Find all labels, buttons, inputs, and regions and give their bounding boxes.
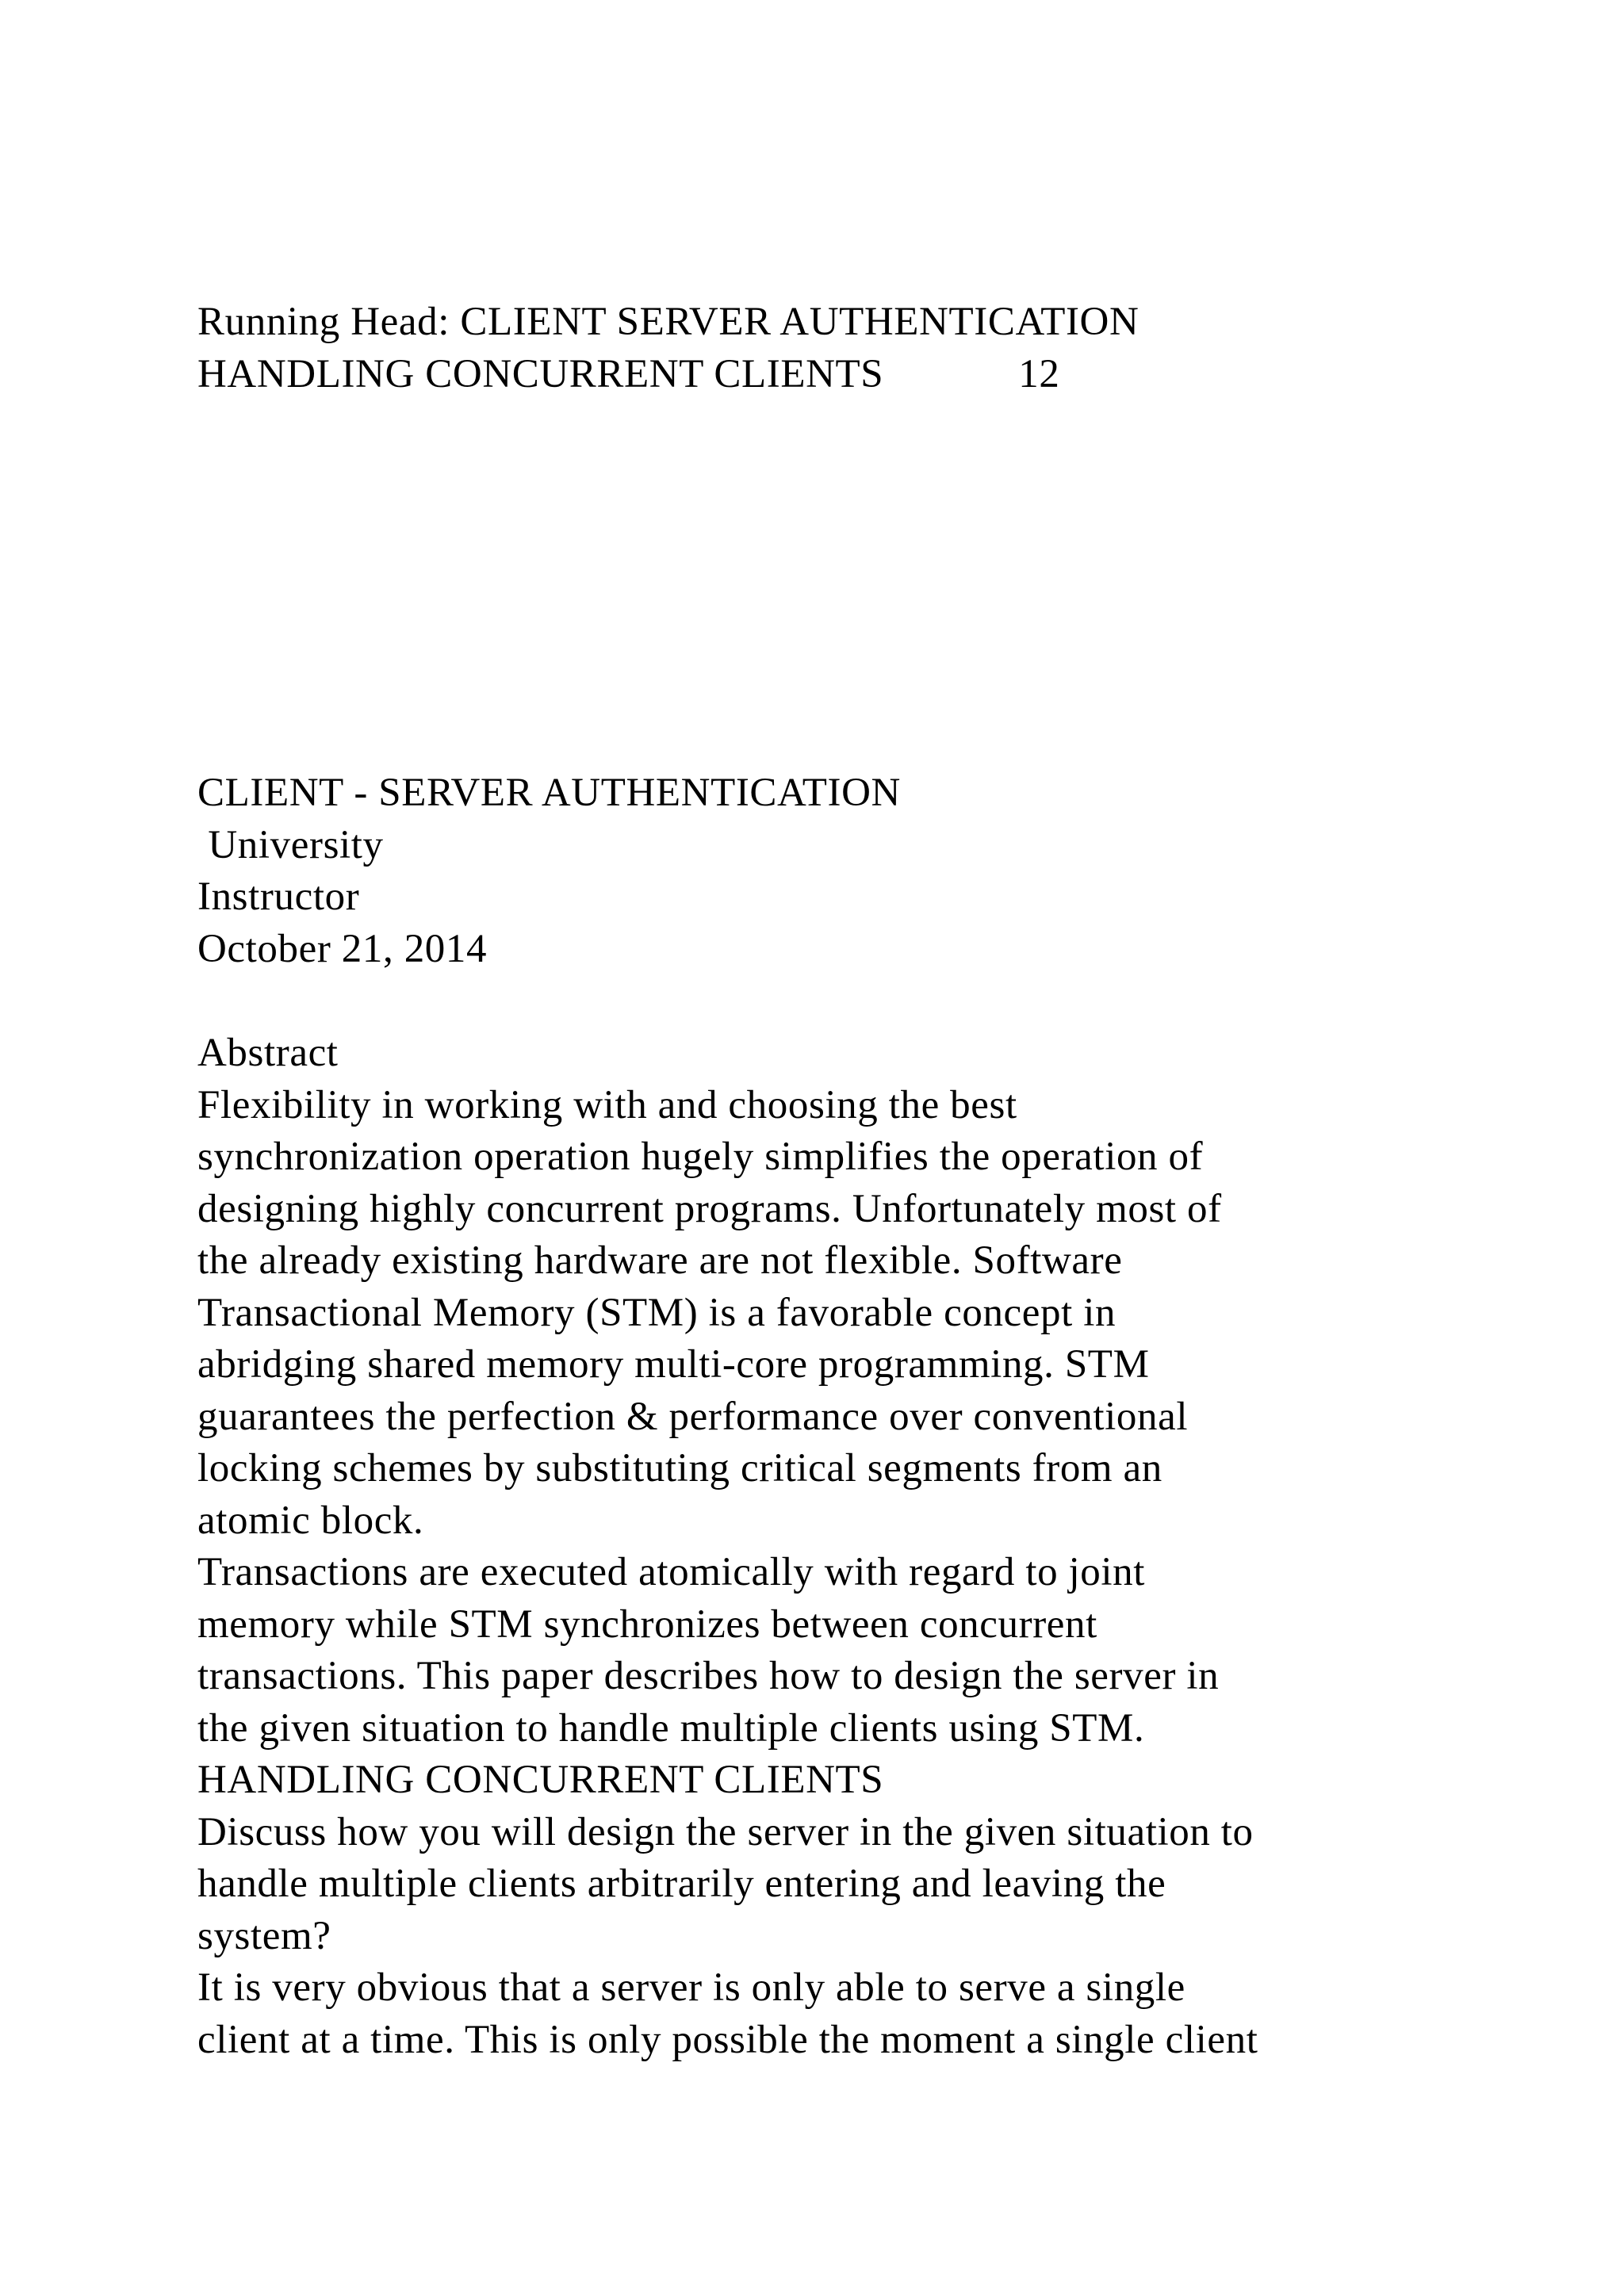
page-number: 12 xyxy=(1018,351,1060,396)
abstract-p1-line: synchronization operation hugely simplifies the operation of xyxy=(197,1135,1204,1179)
abstract-p1-line: locking schemes by substituting critical segments from an xyxy=(197,1446,1162,1490)
abstract-p1-line: designing highly concurrent programs. Unfortunately most of xyxy=(197,1186,1222,1231)
abstract-p2-line: transactions. This paper describes how to design the server in xyxy=(197,1654,1220,1698)
abstract-p1-line: the already existing hardware are not flexible. Software xyxy=(197,1238,1123,1283)
abstract-p1-line: atomic block. xyxy=(197,1498,424,1543)
abstract-p2-line: the given situation to handle multiple clients using STM. xyxy=(197,1705,1145,1751)
abstract-p1-line: Flexibility in working with and choosing the best xyxy=(197,1082,1017,1127)
document-body xyxy=(197,1027,1545,2066)
question-line: Discuss how you will design the server in the given situation to xyxy=(197,1809,1254,1854)
title-block xyxy=(197,767,1545,975)
abstract-heading: Abstract xyxy=(197,1031,339,1075)
answer-line: It is very obvious that a server is only able to serve a single xyxy=(197,1965,1185,2010)
question-line: system? xyxy=(197,1913,331,1958)
abstract-p2-line: memory while STM synchronizes between concurrent xyxy=(197,1601,1097,1647)
instructor-line: Instructor xyxy=(197,874,360,919)
question-line: handle multiple clients arbitrarily entering and leaving the xyxy=(197,1862,1166,1906)
running-head-block xyxy=(197,297,1545,400)
abstract-p1-line: Transactional Memory (STM) is a favorable concept in xyxy=(197,1290,1116,1335)
running-head: Running Head: CLIENT SERVER AUTHENTICATION xyxy=(197,300,1139,344)
header-short-title: HANDLING CONCURRENT CLIENTS xyxy=(197,351,884,396)
abstract-p1-line: abridging shared memory multi-core programming. STM xyxy=(197,1342,1150,1387)
answer-line: client at a time. This is only possible the moment a single client xyxy=(197,2017,1258,2062)
paper-title: CLIENT - SERVER AUTHENTICATION xyxy=(197,771,901,815)
abstract-p1-line: guarantees the perfection & performance over conventional xyxy=(197,1394,1189,1439)
section-heading: HANDLING CONCURRENT CLIENTS xyxy=(197,1758,884,1802)
date-line: October 21, 2014 xyxy=(197,926,488,971)
university-line: University xyxy=(197,822,384,867)
abstract-p2-line: Transactions are executed atomically with regard to joint xyxy=(197,1550,1146,1594)
header-short-title-line xyxy=(197,349,1545,401)
